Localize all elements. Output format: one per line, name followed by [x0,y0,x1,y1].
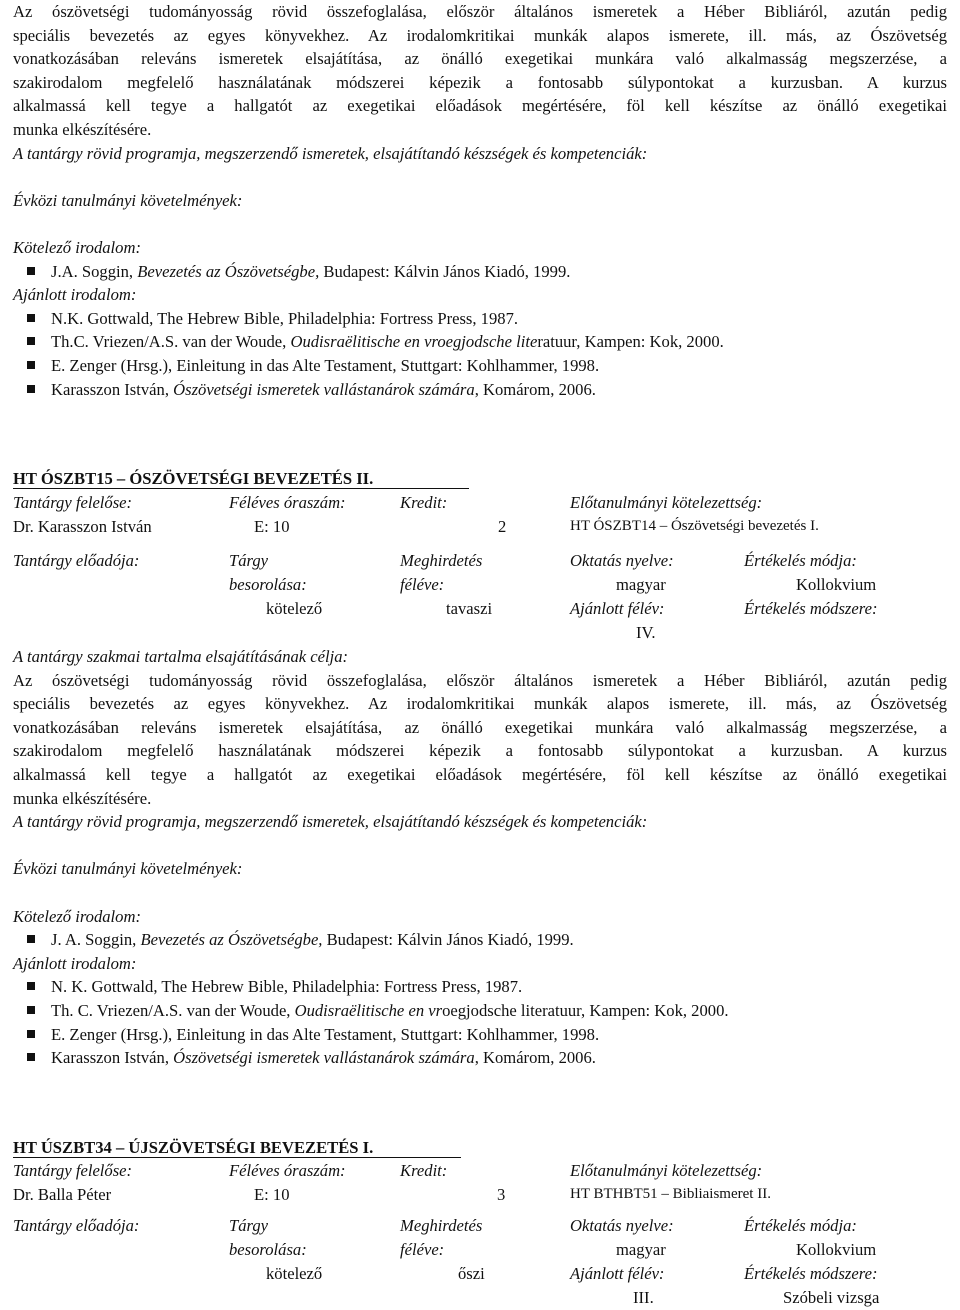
square-bullet-icon [27,361,35,369]
course1-besorolas-label-1: Tárgy [229,551,269,570]
intro-ajanlott-title: Oudisraëlitische en vroegjodsche lite [290,332,538,352]
course1-ajanlott-text: oegjodsche literatuur, Kampen: Kok, 2000. [442,1000,729,1020]
course1-eloado-label: Tantárgy előadója: [13,551,140,570]
course2-oraszam: E: 10 [254,1185,290,1204]
course2-meghird: őszi [458,1264,485,1283]
intro-ajanlott-title: Ószövetségi ismeretek vallástanárok számára [173,379,475,399]
course1-evkozi-label: Évközi tanulmányi követelmények: [13,859,243,879]
intro-evkozi-label: Évközi tanulmányi követelmények: [13,190,243,210]
course1-header-grid [13,467,947,647]
intro-ajanlott-text: Karasszon István, [51,379,174,399]
course2-nyelv-label: Oktatás nyelve: [570,1216,674,1235]
intro-ajanlott-text: N.K. Gottwald, The Hebrew Bible, Philadelphia: Fortress Press, 1987. [51,308,519,328]
course2-meghird-label-1: Meghirdetés [400,1216,483,1235]
intro-paragraph-line: munka elkészítésére. [13,119,152,139]
square-bullet-icon [27,385,35,393]
square-bullet-icon [27,982,35,990]
course2-section [13,1136,947,1308]
course2-felev: III. [633,1288,654,1307]
intro-ajanlott-text: ratuur, Kampen: Kok, 2000. [537,332,724,352]
course2-ert-mod-label: Értékelés módja: [744,1216,857,1235]
course1-kotelezo-list [13,928,947,952]
course1-ajanlott-item [27,1023,947,1047]
course1-felelos-label: Tantárgy felelőse: [13,493,133,512]
course1-ajanlott-item [27,975,947,999]
course1-paragraph-line: Az ószövetségi tudományosság rövid összefoglalása, először általános ismeretek a Héber Bibliáról, azután pedig [13,670,947,690]
course1-elo-label: Előtanulmányi kötelezettség: [570,493,763,512]
course1-meghird-label-2: féléve: [400,575,445,594]
intro-ajanlott-item [27,330,947,354]
square-bullet-icon [27,314,35,322]
course1-paragraph-line: alkalmassá kell tegye a hallgatót az exegetikai előadások megértésére, föl kell készítse az önálló exegetikai [13,764,947,784]
course1-kredit: 2 [498,517,507,536]
course1-besorolas-label-2: besorolása: [229,575,307,594]
course2-eloado-label: Tantárgy előadója: [13,1216,140,1235]
square-bullet-icon [27,337,35,345]
intro-ajanlott-text: , Komárom, 2006. [474,379,596,399]
course1-program-heading: A tantárgy rövid programja, megszerzendő ismeretek, elsajátítandó készségek és kompetenciák: [13,812,648,832]
intro-section [13,0,947,401]
course2-felev-label: Ajánlott félév: [570,1264,665,1283]
course1-title-underline [13,488,469,489]
intro-ajanlott-label: Ajánlott irodalom: [13,285,137,305]
course1-section [13,467,947,1070]
course1-ajanlott-text: , Komárom, 2006. [474,1048,596,1068]
course1-ajanlott-text: N. K. Gottwald, The Hebrew Bible, Philadelphia: Fortress Press, 1987. [51,977,523,997]
intro-paragraph-line: Az ószövetségi tudományosság rövid összefoglalása, először általános ismeretek a Héber Bibliáról, azután pedig [13,2,947,21]
intro-paragraph-line: szakirodalom megfelelő használatának módszerei képezik a fontosabb súlypontokat a kurzusban. A kurzus [13,72,947,92]
course1-ajanlott-item [27,999,947,1023]
intro-paragraph-line: vonatkozásában releváns ismeretek elsajátítása, az önálló exegetikai munkára való alkalmasság megszerzése, a [13,49,947,69]
course1-ert-modszer-label: Értékelés módszere: [744,599,878,618]
course1-felev-label: Ajánlott félév: [570,599,665,618]
course1-oraszam-label: Féléves óraszám: [229,493,346,512]
intro-kotelezo-text: Budapest: Kálvin János Kiadó, 1999. [319,261,571,281]
course2-ert-modszer-label: Értékelés módszere: [744,1264,878,1283]
intro-program-heading: A tantárgy rövid programja, megszerzendő ismeretek, elsajátítandó készségek és kompetenciák: [13,143,648,163]
course1-ajanlott-title: Oudisraëlitische en vr [294,1000,443,1020]
square-bullet-icon [27,1006,35,1014]
course1-kotelezo-item [27,928,947,952]
course1-paragraph-line: munka elkészítésére. [13,788,152,808]
course1-paragraph-line: vonatkozásában releváns ismeretek elsajátítása, az önálló exegetikai munkára való alkalmasság megszerzése, a [13,717,947,737]
intro-paragraph [13,0,947,142]
square-bullet-icon [27,1053,35,1061]
course1-kotelezo-label: Kötelező irodalom: [13,906,141,926]
course2-nyelv: magyar [616,1240,666,1259]
course1-kotelezo-title: Bevezetés az Ószövetségbe, [140,930,323,950]
course1-paragraph-line: szakirodalom megfelelő használatának módszerei képezik a fontosabb súlypontokat a kurzusban. A kurzus [13,741,947,761]
course1-besorolas: kötelező [266,599,323,618]
course1-nyelv-label: Oktatás nyelve: [570,551,674,570]
course2-title-underline [13,1157,461,1158]
course1-meghird-label-1: Meghirdetés [400,551,483,570]
course2-header-grid [13,1136,947,1308]
intro-ajanlott-text: Th.C. Vriezen/A.S. van der Woude, [51,332,291,352]
course1-ajanlott-text: E. Zenger (Hrsg.), Einleitung in das Alte Testament, Stuttgart: Kohlhammer, 1998. [51,1024,600,1044]
course1-cel-label: A tantárgy szakmai tartalma elsajátításának célja: [13,647,349,666]
course1-kotelezo-text: Budapest: Kálvin János Kiadó, 1999. [322,930,574,950]
course1-elo: HT ÓSZBT14 – Ószövetségi bevezetés I. [570,518,819,534]
intro-kotelezo-title: Bevezetés az Ószövetségbe, [137,261,320,281]
intro-ajanlott-text: E. Zenger (Hrsg.), Einleitung in das Alte Testament, Stuttgart: Kohlhammer, 1998. [51,355,600,375]
course2-besorolas: kötelező [266,1264,323,1283]
intro-kotelezo-item [27,260,947,284]
intro-ajanlott-item [27,378,947,402]
intro-kotelezo-text: J.A. Soggin, [51,261,138,281]
square-bullet-icon [27,267,35,275]
course1-kredit-label: Kredit: [400,493,448,512]
course1-ajanlott-text: Karasszon István, [51,1048,174,1068]
course2-elo-label: Előtanulmányi kötelezettség: [570,1161,763,1180]
intro-ajanlott-item [27,354,947,378]
course2-ert-mod: Kollokvium [796,1240,877,1259]
course1-felev: IV. [636,623,656,642]
intro-ajanlott-list [13,307,947,401]
course1-ajanlott-list [13,975,947,1069]
course1-ajanlott-item [27,1046,947,1070]
intro-kotelezo-label: Kötelező irodalom: [13,237,141,257]
course1-oraszam: E: 10 [254,517,290,536]
course1-ajanlott-label: Ajánlott irodalom: [13,953,137,973]
intro-paragraph-line: alkalmassá kell tegye a hallgatót az exegetikai előadások megértésére, föl kell készítse az önálló exegetikai [13,96,947,116]
course2-title: HT ÚSZBT34 – ÚJSZÖVETSÉGI BEVEZETÉS I. [13,1138,374,1157]
course1-title: HT ÓSZBT15 – ÓSZÖVETSÉGI BEVEZETÉS II. [13,469,374,488]
course1-kotelezo-text: J. A. Soggin, [51,930,141,950]
course2-meghird-label-2: féléve: [400,1240,445,1259]
course2-felelos-label: Tantárgy felelőse: [13,1161,133,1180]
square-bullet-icon [27,935,35,943]
course1-nyelv: magyar [616,575,666,594]
course2-kredit-label: Kredit: [400,1161,448,1180]
course2-besorolas-label-2: besorolása: [229,1240,307,1259]
course1-ert-mod-label: Értékelés módja: [744,551,857,570]
intro-paragraph-line: speciális bevezetés az egyes könyvekhez. Az irodalomkritikai munkák alapos ismerete, ill. más, az Ószövetség [13,25,947,45]
course1-meghird: tavaszi [446,599,493,618]
course2-besorolas-label-1: Tárgy [229,1216,269,1235]
intro-ajanlott-item [27,307,947,331]
course1-paragraph [13,669,947,811]
square-bullet-icon [27,1030,35,1038]
course2-elo: HT BTHBT51 – Bibliaismeret II. [570,1186,771,1202]
course1-ert-mod: Kollokvium [796,575,877,594]
course1-ajanlott-text: Th. C. Vriezen/A.S. van der Woude, [51,1000,295,1020]
course2-oraszam-label: Féléves óraszám: [229,1161,346,1180]
course1-paragraph-line: speciális bevezetés az egyes könyvekhez. Az irodalomkritikai munkák alapos ismerete, ill. más, az Ószövetség [13,694,947,714]
course1-felelos: Dr. Karasszon István [13,517,152,536]
course2-kredit: 3 [497,1185,506,1204]
course2-felelos: Dr. Balla Péter [13,1185,112,1204]
intro-kotelezo-list [13,260,947,284]
course2-ert-modszer: Szóbeli vizsga [783,1288,880,1307]
course1-ajanlott-title: Ószövetségi ismeretek vallástanárok számára [173,1048,475,1068]
